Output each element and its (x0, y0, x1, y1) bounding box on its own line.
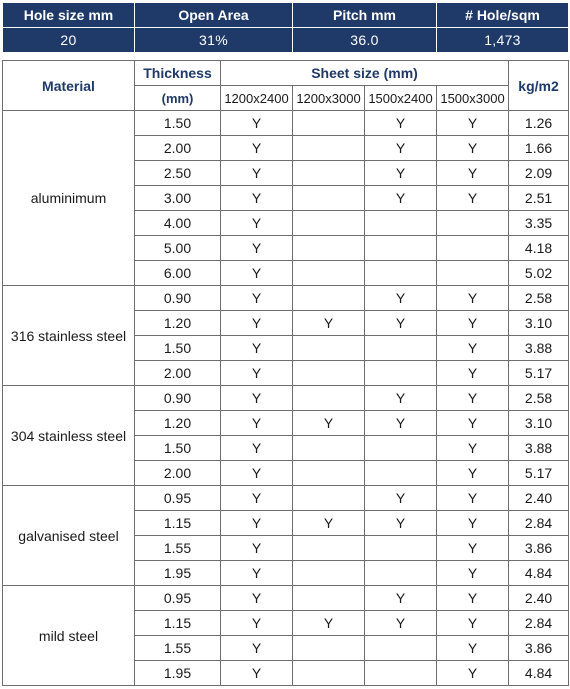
avail-1200x3000 (293, 236, 365, 261)
weight-cell: 2.40 (509, 586, 569, 611)
sheet-size-1500x2400: 1500x2400 (365, 86, 437, 111)
thickness-header: Thickness (135, 61, 221, 86)
avail-1500x3000 (437, 261, 509, 286)
avail-1200x2400: Y (221, 661, 293, 686)
avail-1200x2400: Y (221, 436, 293, 461)
weight-cell: 3.86 (509, 536, 569, 561)
thickness-cell: 1.50 (135, 436, 221, 461)
avail-1200x2400: Y (221, 586, 293, 611)
summary-value-pitch: 36.0 (293, 28, 437, 53)
avail-1500x3000: Y (437, 536, 509, 561)
weight-cell: 3.35 (509, 211, 569, 236)
avail-1200x2400: Y (221, 286, 293, 311)
avail-1200x2400: Y (221, 611, 293, 636)
avail-1200x3000 (293, 161, 365, 186)
avail-1500x3000: Y (437, 511, 509, 536)
avail-1500x2400: Y (365, 511, 437, 536)
avail-1200x2400: Y (221, 561, 293, 586)
thickness-cell: 3.00 (135, 186, 221, 211)
avail-1500x3000: Y (437, 586, 509, 611)
summary-header-hole-size: Hole size mm (3, 3, 135, 28)
thickness-cell: 1.15 (135, 511, 221, 536)
avail-1200x3000 (293, 361, 365, 386)
thickness-unit: (mm) (135, 86, 221, 111)
summary-header-pitch: Pitch mm (293, 3, 437, 28)
avail-1500x2400: Y (365, 111, 437, 136)
thickness-cell: 1.95 (135, 561, 221, 586)
weight-cell: 5.02 (509, 261, 569, 286)
avail-1200x2400: Y (221, 211, 293, 236)
weight-cell: 2.40 (509, 486, 569, 511)
avail-1200x3000 (293, 536, 365, 561)
avail-1200x2400: Y (221, 636, 293, 661)
avail-1500x3000: Y (437, 136, 509, 161)
table-row (3, 586, 569, 611)
weight-cell: 2.84 (509, 511, 569, 536)
summary-value-holes-per-sqm: 1,473 (437, 28, 569, 53)
table-row (3, 111, 569, 136)
avail-1500x3000: Y (437, 461, 509, 486)
avail-1200x3000 (293, 586, 365, 611)
avail-1200x2400: Y (221, 461, 293, 486)
avail-1500x3000: Y (437, 286, 509, 311)
thickness-cell: 6.00 (135, 261, 221, 286)
thickness-cell: 1.15 (135, 611, 221, 636)
avail-1200x3000 (293, 436, 365, 461)
material-name: 304 stainless steel (3, 386, 135, 486)
avail-1200x3000 (293, 111, 365, 136)
avail-1500x2400: Y (365, 486, 437, 511)
weight-cell: 5.17 (509, 461, 569, 486)
thickness-cell: 4.00 (135, 211, 221, 236)
avail-1500x3000 (437, 211, 509, 236)
table-row (3, 286, 569, 311)
material-header: Material (3, 61, 135, 111)
avail-1200x3000 (293, 136, 365, 161)
avail-1500x2400 (365, 561, 437, 586)
material-name: aluminimum (3, 111, 135, 286)
avail-1500x3000: Y (437, 336, 509, 361)
weight-cell: 4.84 (509, 561, 569, 586)
weight-cell: 3.88 (509, 336, 569, 361)
avail-1200x3000: Y (293, 411, 365, 436)
avail-1200x2400: Y (221, 336, 293, 361)
weight-cell: 1.26 (509, 111, 569, 136)
avail-1200x3000 (293, 186, 365, 211)
avail-1200x2400: Y (221, 236, 293, 261)
thickness-cell: 1.55 (135, 636, 221, 661)
avail-1200x3000 (293, 661, 365, 686)
weight-cell: 3.10 (509, 411, 569, 436)
specification-table (2, 60, 569, 686)
thickness-cell: 2.00 (135, 461, 221, 486)
avail-1200x3000 (293, 211, 365, 236)
weight-cell: 2.58 (509, 386, 569, 411)
avail-1500x2400: Y (365, 611, 437, 636)
weight-cell: 3.88 (509, 436, 569, 461)
avail-1200x2400: Y (221, 536, 293, 561)
avail-1200x2400: Y (221, 186, 293, 211)
summary-header-row (3, 3, 569, 28)
thickness-cell: 1.20 (135, 311, 221, 336)
avail-1500x3000: Y (437, 661, 509, 686)
thickness-cell: 0.90 (135, 286, 221, 311)
avail-1200x2400: Y (221, 111, 293, 136)
avail-1500x2400 (365, 236, 437, 261)
avail-1500x2400: Y (365, 411, 437, 436)
avail-1500x3000: Y (437, 411, 509, 436)
thickness-cell: 1.55 (135, 536, 221, 561)
avail-1500x2400 (365, 261, 437, 286)
avail-1500x2400: Y (365, 286, 437, 311)
avail-1500x2400 (365, 661, 437, 686)
sheet-size-header: Sheet size (mm) (221, 61, 509, 86)
summary-header-holes-per-sqm: # Hole/sqm (437, 3, 569, 28)
weight-cell: 1.66 (509, 136, 569, 161)
avail-1500x2400 (365, 361, 437, 386)
avail-1500x2400: Y (365, 386, 437, 411)
avail-1500x2400: Y (365, 136, 437, 161)
avail-1200x3000 (293, 261, 365, 286)
spec-body (3, 111, 569, 686)
summary-header-open-area: Open Area (135, 3, 293, 28)
weight-header: kg/m2 (509, 61, 569, 111)
avail-1500x2400 (365, 436, 437, 461)
thickness-cell: 0.95 (135, 486, 221, 511)
sheet-size-1200x3000: 1200x3000 (293, 86, 365, 111)
material-name: 316 stainless steel (3, 286, 135, 386)
avail-1200x3000 (293, 636, 365, 661)
material-name: mild steel (3, 586, 135, 686)
weight-cell: 5.17 (509, 361, 569, 386)
avail-1500x2400: Y (365, 186, 437, 211)
weight-cell: 2.58 (509, 286, 569, 311)
avail-1500x2400: Y (365, 311, 437, 336)
table-row (3, 386, 569, 411)
thickness-cell: 1.95 (135, 661, 221, 686)
thickness-cell: 2.00 (135, 136, 221, 161)
avail-1500x2400 (365, 336, 437, 361)
avail-1500x3000: Y (437, 486, 509, 511)
avail-1200x2400: Y (221, 386, 293, 411)
avail-1500x2400 (365, 536, 437, 561)
avail-1200x3000: Y (293, 611, 365, 636)
avail-1500x3000: Y (437, 186, 509, 211)
avail-1200x3000 (293, 336, 365, 361)
thickness-cell: 1.20 (135, 411, 221, 436)
avail-1200x2400: Y (221, 311, 293, 336)
summary-table (2, 2, 569, 53)
avail-1200x3000 (293, 286, 365, 311)
avail-1500x2400: Y (365, 586, 437, 611)
avail-1200x2400: Y (221, 511, 293, 536)
sheet-size-1200x2400: 1200x2400 (221, 86, 293, 111)
summary-value-hole-size: 20 (3, 28, 135, 53)
summary-value-row (3, 28, 569, 53)
avail-1500x2400: Y (365, 161, 437, 186)
table-row (3, 486, 569, 511)
avail-1500x3000: Y (437, 111, 509, 136)
weight-cell: 2.09 (509, 161, 569, 186)
thickness-cell: 1.50 (135, 111, 221, 136)
weight-cell: 2.51 (509, 186, 569, 211)
avail-1200x2400: Y (221, 136, 293, 161)
avail-1500x2400 (365, 636, 437, 661)
weight-cell: 4.18 (509, 236, 569, 261)
avail-1200x3000 (293, 386, 365, 411)
avail-1200x2400: Y (221, 411, 293, 436)
weight-cell: 4.84 (509, 661, 569, 686)
weight-cell: 2.84 (509, 611, 569, 636)
avail-1500x3000: Y (437, 311, 509, 336)
avail-1500x2400 (365, 461, 437, 486)
thickness-cell: 2.50 (135, 161, 221, 186)
avail-1500x3000: Y (437, 636, 509, 661)
avail-1200x2400: Y (221, 161, 293, 186)
avail-1500x3000 (437, 236, 509, 261)
avail-1500x3000: Y (437, 161, 509, 186)
avail-1200x3000: Y (293, 511, 365, 536)
thickness-cell: 5.00 (135, 236, 221, 261)
avail-1200x2400: Y (221, 361, 293, 386)
weight-cell: 3.86 (509, 636, 569, 661)
summary-value-open-area: 31% (135, 28, 293, 53)
avail-1500x3000: Y (437, 436, 509, 461)
avail-1200x3000 (293, 486, 365, 511)
thickness-cell: 1.50 (135, 336, 221, 361)
avail-1200x2400: Y (221, 486, 293, 511)
avail-1200x3000 (293, 561, 365, 586)
avail-1500x3000: Y (437, 611, 509, 636)
spec-header-row-1 (3, 61, 569, 86)
thickness-cell: 0.95 (135, 586, 221, 611)
avail-1200x2400: Y (221, 261, 293, 286)
avail-1200x3000: Y (293, 311, 365, 336)
avail-1200x3000 (293, 461, 365, 486)
avail-1500x3000: Y (437, 561, 509, 586)
thickness-cell: 0.90 (135, 386, 221, 411)
thickness-cell: 2.00 (135, 361, 221, 386)
avail-1500x3000: Y (437, 361, 509, 386)
material-name: galvanised steel (3, 486, 135, 586)
avail-1500x2400 (365, 211, 437, 236)
sheet-size-1500x3000: 1500x3000 (437, 86, 509, 111)
avail-1500x3000: Y (437, 386, 509, 411)
weight-cell: 3.10 (509, 311, 569, 336)
